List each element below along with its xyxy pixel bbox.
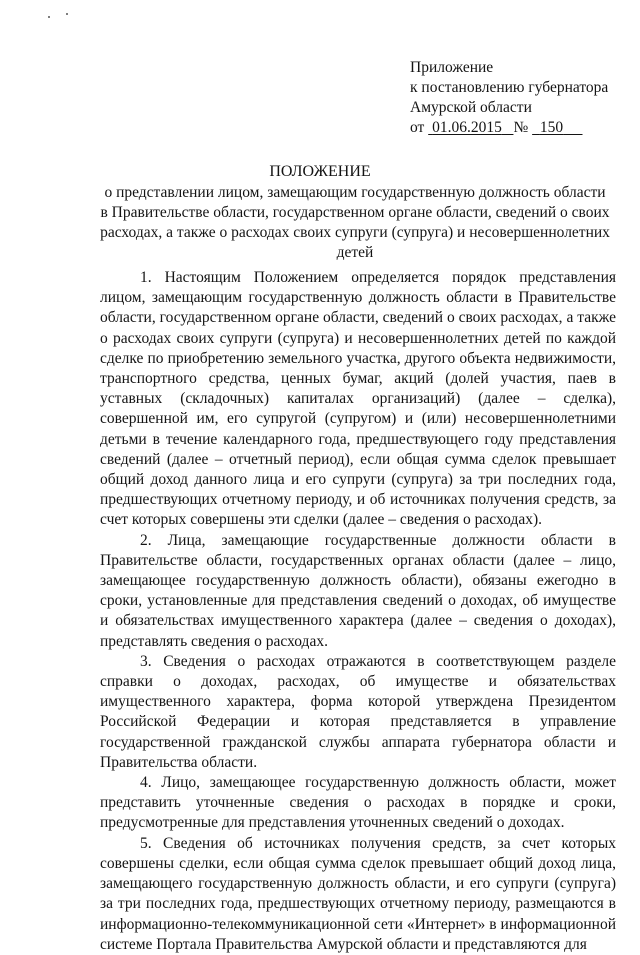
document-body bbox=[100, 268, 616, 955]
paragraph-5: 5. Сведения об источниках получения средств, за счет которых совершены сделки, если общая сумма сделок превышает общий доход лица, замещающего государственную должность области, и его супруги (супруга) за три последних года, предшествующих отчетному периоду, размещаются в информационно-телекоммуникационной сети «Интернет» в информационной системе Портала Правительства Амурской области и представляются для bbox=[100, 834, 616, 953]
document-subtitle: о представлении лицом, замещающим государственную должность области в Правительстве области, государственном органе области, сведений о своих расходах, а также о расходах своих супруги (супруга) и несовершеннолетних детей bbox=[100, 184, 610, 261]
appendix-title: Приложение bbox=[410, 59, 494, 76]
paragraph-3: 3. Сведения о расходах отражаются в соответствующем разделе справки о доходах, расходах, об имуществе и обязательствах имущественного характера, форма которой утверждена Президентом Российской Федерации и которая представляется в управление государственной гражданской службы аппарата губернатора области и Правительства области. bbox=[100, 652, 616, 771]
appendix-block bbox=[410, 58, 632, 138]
number-label: № bbox=[513, 119, 529, 136]
decree-date: 01.06.2015 bbox=[432, 119, 502, 136]
appendix-reference: к постановлению губернатора bbox=[410, 79, 609, 96]
date-prefix: от bbox=[410, 119, 425, 136]
paragraph-4: 4. Лицо, замещающее государственную должность области, может представить уточненные сведения о расходах в порядке и сроки, предусмотренные для представления уточненных сведений о доходах. bbox=[100, 774, 616, 832]
paragraph-1: 1. Настоящим Положением определяется порядок представления лицом, замещающим государственную должность области в Правительстве области, государственном органе области, сведений о своих расходах, а также о расходах своих супруги (супруга) и несовершеннолетних детей по каждой сделке по приобретению земельного участка, другого объекта недвижимости, транспортного средства, ценных бумаг, акций (долей участия, паев в уставных (складочных) капиталах организаций) (далее – сделка), совершенной им, его супругой (супругом) и (или) несовершеннолетними детьми в течение календарного года, предшествующего году представления сведений (далее – отчетный период), если общая сумма сделок превышает общий доход данного лица и его супруги (супруга) за три последних года, предшествующих отчетному периоду, и об источниках получения средств, за счет которых совершены эти сделки (далее – сведения о расходах). bbox=[100, 269, 616, 529]
document-title: ПОЛОЖЕНИЕ bbox=[269, 163, 371, 180]
paragraph-2: 2. Лица, замещающие государственные должности области в Правительстве области, государственных органах области (далее – лицо, замещающее государственную должность области), обязаны ежегодно в сроки, установленные для представления сведений о доходах, об имуществе и обязательствах имущественного характера (далее – сведения о доходах), представлять сведения о расходах. bbox=[100, 531, 616, 650]
scan-speck bbox=[66, 13, 68, 15]
appendix-date-line bbox=[410, 118, 632, 138]
scan-speck bbox=[48, 16, 50, 18]
appendix-region: Амурской области bbox=[410, 99, 532, 116]
decree-number: 150 bbox=[539, 119, 564, 136]
